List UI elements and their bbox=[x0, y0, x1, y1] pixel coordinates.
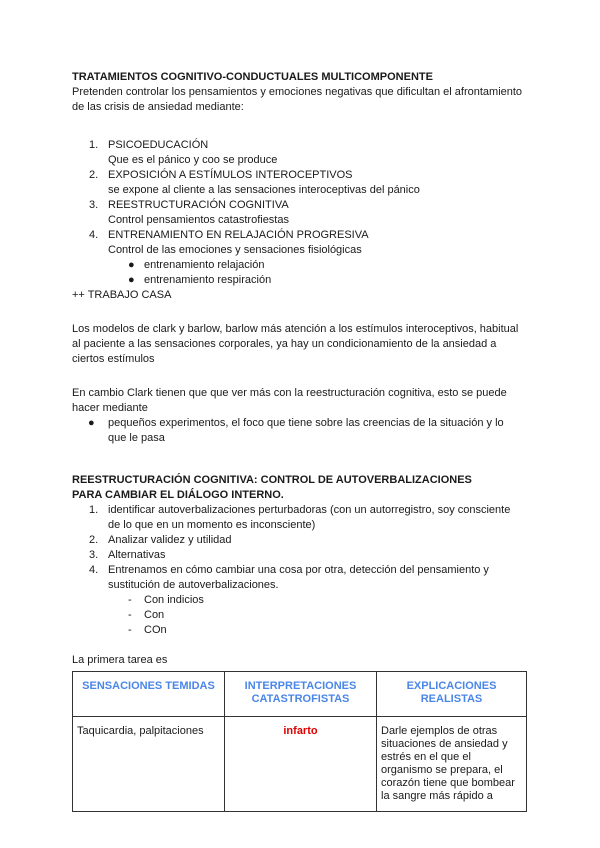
para-clark-line-3: ciertos estímulos bbox=[72, 353, 155, 365]
relax-bullet bbox=[72, 258, 532, 273]
dash-item bbox=[72, 608, 532, 623]
treatment-title: REESTRUCTURACIÓN COGNITIVA bbox=[108, 199, 289, 211]
sensations-table bbox=[72, 671, 527, 812]
table-header: EXPLICACIONES REALISTAS bbox=[377, 672, 527, 717]
step-text: Entrenamos en cómo cambiar una cosa por otra, detección del pensamiento y bbox=[108, 564, 489, 576]
item-number: 2. bbox=[89, 534, 99, 546]
step-text: Alternativas bbox=[108, 549, 166, 561]
para-clark-line-2: al paciente a las sensaciones corporales, ya hay un condicionamiento de la ansiedad a bbox=[72, 338, 497, 350]
intro-line-2: de las crisis de ansiedad mediante: bbox=[72, 101, 244, 113]
relax-bullet bbox=[72, 273, 532, 288]
dash-item bbox=[72, 623, 532, 638]
dash-icon: - bbox=[128, 594, 132, 606]
treatment-item bbox=[72, 138, 532, 168]
treatment-list bbox=[72, 138, 532, 258]
table-row bbox=[73, 717, 527, 812]
bullet-icon: ● bbox=[128, 274, 135, 286]
item-number: 3. bbox=[89, 199, 99, 211]
heading-reestructuracion: REESTRUCTURACIÓN COGNITIVA: CONTROL DE AUTOVERBALIZACIONES bbox=[72, 474, 472, 486]
table-cell: Taquicardia, palpitaciones bbox=[73, 717, 225, 812]
para-clark-line-1: Los modelos de clark y barlow, barlow más atención a los estímulos interoceptivos, habitual bbox=[72, 323, 519, 335]
item-number: 1. bbox=[89, 504, 99, 516]
table-header: SENSACIONES TEMIDAS bbox=[73, 672, 225, 717]
table-header: INTERPRETACIONES CATASTROFISTAS bbox=[225, 672, 377, 717]
treatment-desc: Que es el pánico y coo se produce bbox=[108, 154, 278, 166]
treatment-desc: Control de las emociones y sensaciones fisiológicas bbox=[108, 244, 362, 256]
para-cambio-line-2: hacer mediante bbox=[72, 402, 148, 414]
table-header-row bbox=[73, 672, 527, 717]
treatment-item bbox=[72, 228, 532, 258]
step-text: sustitución de autoverbalizaciones. bbox=[108, 579, 279, 591]
bullet-text: pequeños experimentos, el foco que tiene sobre las creencias de la situación y lo bbox=[108, 417, 504, 429]
step-text: Analizar validez y utilidad bbox=[108, 534, 232, 546]
document-page bbox=[72, 70, 532, 812]
step-text: de lo que en un momento es inconsciente) bbox=[108, 519, 316, 531]
dash-text: COn bbox=[144, 624, 167, 636]
treatment-desc: Control pensamientos catastrofiestas bbox=[108, 214, 289, 226]
bullet-icon: ● bbox=[128, 259, 135, 271]
dash-item bbox=[72, 593, 532, 608]
treatment-title: ENTRENAMIENTO EN RELAJACIÓN PROGRESIVA bbox=[108, 229, 369, 241]
bullet-text: entrenamiento respiración bbox=[144, 274, 272, 286]
cambio-bullet bbox=[72, 416, 532, 446]
para-cambio-line-1: En cambio Clark tienen que que ver más con la reestructuración cognitiva, esto se puede bbox=[72, 387, 507, 399]
step-item bbox=[72, 563, 532, 593]
step-text: identificar autoverbalizaciones perturbadoras (con un autorregistro, soy consciente bbox=[108, 504, 511, 516]
item-number: 3. bbox=[89, 549, 99, 561]
steps-list bbox=[72, 503, 532, 593]
treatment-title: PSICOEDUCACIÓN bbox=[108, 139, 209, 151]
dash-text: Con bbox=[144, 609, 165, 621]
bullet-text: que le pasa bbox=[108, 432, 165, 444]
table-cell: Darle ejemplos de otras situaciones de ansiedad y estrés en el que el organismo se prepara, el corazón tiene que bombear la sangre más rápido a bbox=[377, 717, 527, 812]
heading-tratamientos: TRATAMIENTOS COGNITIVO-CONDUCTUALES MULTICOMPONENTE bbox=[72, 71, 433, 83]
trabajo-casa: ++ TRABAJO CASA bbox=[72, 289, 172, 301]
heading-reestructuracion-2: PARA CAMBIAR EL DIÁLOGO INTERNO. bbox=[72, 489, 284, 501]
treatment-item bbox=[72, 168, 532, 198]
step-item bbox=[72, 503, 532, 533]
item-number: 4. bbox=[89, 564, 99, 576]
step-item bbox=[72, 533, 532, 548]
primera-tarea: La primera tarea es bbox=[72, 654, 168, 666]
treatment-title: EXPOSICIÓN A ESTÍMULOS INTEROCEPTIVOS bbox=[108, 169, 353, 181]
table-cell: infarto bbox=[225, 717, 377, 812]
bullet-text: entrenamiento relajación bbox=[144, 259, 265, 271]
treatment-item bbox=[72, 198, 532, 228]
item-number: 4. bbox=[89, 229, 99, 241]
step-item bbox=[72, 548, 532, 563]
bullet-icon: ● bbox=[88, 417, 95, 429]
item-number: 1. bbox=[89, 139, 99, 151]
treatment-desc: se expone al cliente a las sensaciones interoceptivas del pánico bbox=[108, 184, 420, 196]
dash-icon: - bbox=[128, 609, 132, 621]
intro-line-1: Pretenden controlar los pensamientos y emociones negativas que dificultan el afrontamiento bbox=[72, 86, 523, 98]
dash-text: Con indicios bbox=[144, 594, 204, 606]
dash-icon: - bbox=[128, 624, 132, 636]
item-number: 2. bbox=[89, 169, 99, 181]
